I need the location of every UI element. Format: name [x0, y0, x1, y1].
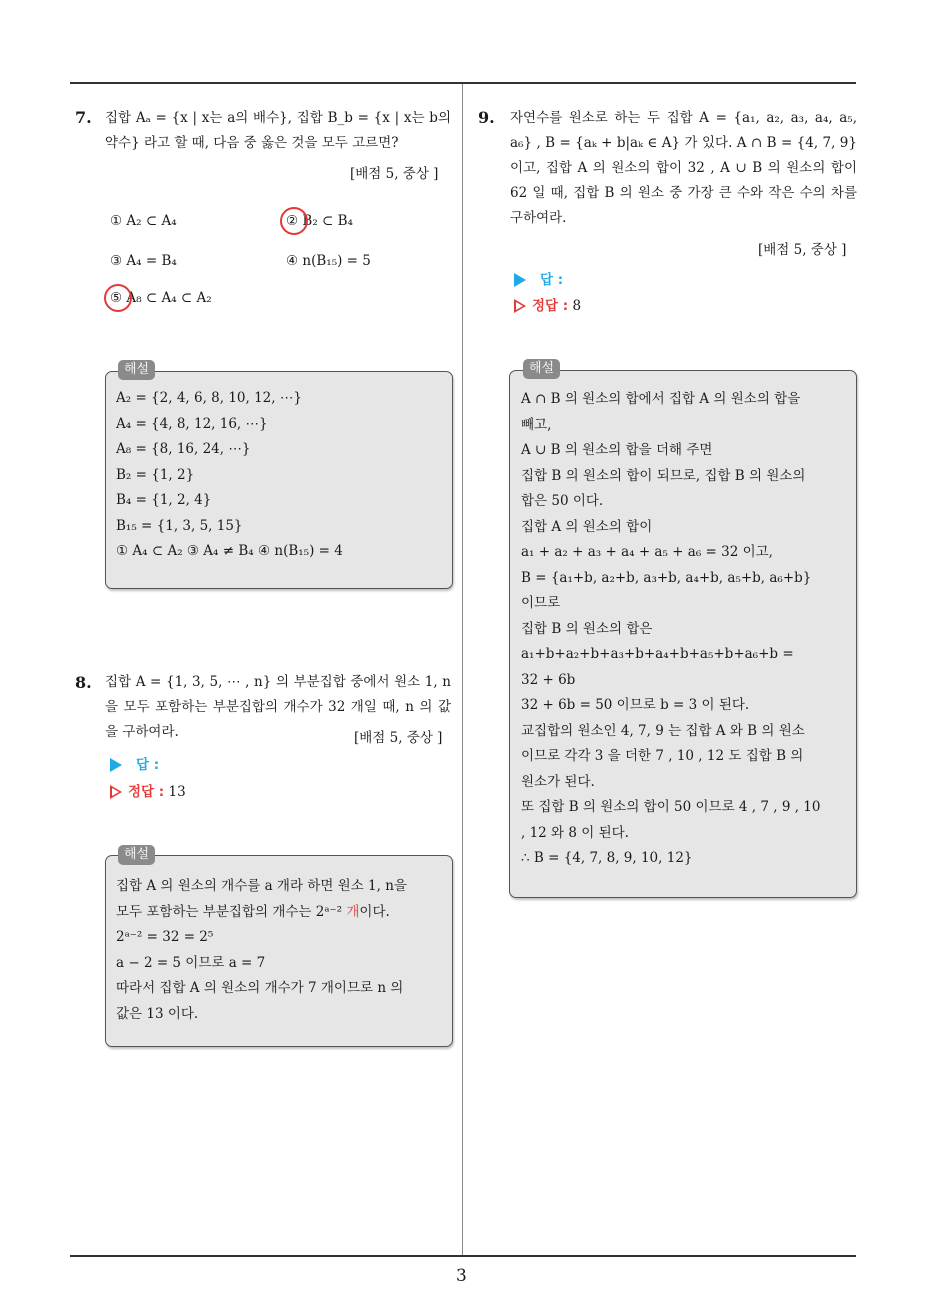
- outline-play-icon: [514, 299, 526, 313]
- q8-expl-line: 따라서 집합 A 의 원소의 개수가 7 개이므로 n 의: [116, 980, 404, 996]
- q9-expl-line: A ∪ B 의 원소의 합을 더해 주면: [521, 442, 713, 458]
- q9-expl-line: , 12 와 8 이 된다.: [521, 824, 629, 841]
- q8-explanation-tag: 해설: [118, 845, 155, 865]
- q9-correct-label: 정답 :: [532, 298, 569, 314]
- q8-answer-row: [110, 753, 159, 773]
- q9-expl-line: 집합 B 의 원소의 합은: [521, 620, 653, 637]
- q9-meta: [배점 5, 중상 ]: [758, 242, 847, 258]
- q9-explanation-tag: 해설: [523, 359, 560, 379]
- q9-expl-line: 이므로: [521, 595, 561, 611]
- q9-correct-value: 8: [572, 298, 582, 314]
- q8-correct-row: [110, 780, 186, 800]
- q8-explanation-box: [105, 855, 453, 1047]
- top-rule: [70, 82, 856, 84]
- q9-expl-line: ∴ B = {4, 7, 8, 9, 10, 12}: [521, 850, 693, 866]
- q8-correct-label: 정답 :: [128, 784, 165, 800]
- q9-expl-line: 이므로 각각 3 을 더한 7 , 10 , 12 도 집합 B 의: [521, 748, 804, 764]
- q7-expl-line: B₂ = {1, 2}: [116, 466, 195, 483]
- q9-correct-row: [514, 294, 581, 314]
- q9-expl-line: 또 집합 B 의 원소의 합이 50 이므로 4 , 7 , 9 , 10: [521, 799, 821, 815]
- q7-choice-4[interactable]: ④ n(B₁₅) = 5: [286, 253, 371, 269]
- q7-expl-line: ① A₄ ⊂ A₂ ③ A₄ ≠ B₄ ④ n(B₁₅) = 4: [116, 543, 343, 559]
- q9-answer-row: [514, 268, 563, 288]
- q8-correct-value: 13: [168, 784, 186, 800]
- play-icon: [110, 758, 122, 772]
- q9-expl-line: 32 + 6b: [521, 671, 576, 688]
- page-number: 3: [456, 1266, 467, 1286]
- q8-expl-tail: 이다.: [359, 903, 390, 920]
- q8-expl-line: [116, 900, 407, 926]
- q9-expl-line: 집합 A 의 원소의 합이: [521, 518, 653, 535]
- play-icon: [514, 273, 526, 287]
- q8-expl-line: 집합 A 의 원소의 개수를 a 개라 하면 원소 1, n을: [116, 878, 407, 894]
- q7-expl-line: A₈ = {8, 16, 24, ⋯}: [116, 441, 251, 457]
- q9-number: 9.: [478, 108, 495, 127]
- outline-play-icon: [110, 785, 122, 799]
- q9-expl-line: 원소가 된다.: [521, 773, 595, 790]
- q7-explanation-box: [105, 371, 453, 589]
- q8-answer-label: 답 :: [136, 757, 160, 773]
- q7-expl-line: B₁₅ = {1, 3, 5, 15}: [116, 517, 243, 534]
- q9-text: 자연수를 원소로 하는 두 집합 A = {a₁, a₂, a₃, a₄, a₅, a₆} , B = {aₖ + b|aₖ ∈ A} 가 있다. A ∩ B = {4, 7, 9} 이고, 집합 A 의 원소의 합이 32 , A ∪ B 의 원소의 합이 62 일 때, 집합 B 의 원소 중 가장 큰 수와 작은 수의 차를 구하여라.: [510, 110, 857, 226]
- q9-expl-line: A ∩ B 의 원소의 합에서 집합 A 의 원소의 합을: [521, 391, 801, 407]
- q8-number: 8.: [75, 673, 92, 692]
- q7-number: 7.: [75, 108, 92, 127]
- q9-expl-line: a₁ + a₂ + a₃ + a₄ + a₅ + a₆ = 32 이고,: [521, 544, 773, 560]
- bottom-rule: [70, 1255, 856, 1257]
- q7-explanation-tag: 해설: [118, 360, 155, 380]
- q8-expl-text: 모두 포함하는 부분집합의 개수는 2ᵃ⁻²: [116, 903, 347, 920]
- q8-expl-line: 값은 13 이다.: [116, 1005, 199, 1022]
- q9-explanation-box: [509, 370, 857, 898]
- q8-meta: [배점 5, 중상 ]: [354, 730, 443, 746]
- column-divider: [462, 84, 463, 1256]
- q7-choice-2[interactable]: ② B₂ ⊂ B₄: [286, 213, 353, 229]
- q7-expl-line: A₂ = {2, 4, 6, 8, 10, 12, ⋯}: [116, 390, 302, 406]
- q7-choice-5[interactable]: ⑤ A₈ ⊂ A₄ ⊂ A₂: [110, 290, 212, 306]
- q9-expl-line: B = {a₁+b, a₂+b, a₃+b, a₄+b, a₅+b, a₆+b}: [521, 569, 812, 586]
- q8-expl-red-text: 개: [346, 903, 360, 920]
- q7-choice-2-mark: [280, 207, 308, 235]
- q9-expl-line: 교집합의 원소인 4, 7, 9 는 집합 A 와 B 의 원소: [521, 722, 805, 739]
- q8-expl-line: a − 2 = 5 이므로 a = 7: [116, 954, 266, 971]
- q7-text: 집합 Aₐ = {x | x는 a의 배수}, 집합 B_b = {x | x는 b의 약수} 라고 할 때, 다음 중 옳은 것을 모두 고르면?: [105, 110, 451, 151]
- q9-expl-line: 합은 50 이다.: [521, 493, 604, 509]
- q8-text: 집합 A = {1, 3, 5, ⋯ , n} 의 부분집합 중에서 원소 1, n 을 모두 포함하는 부분집합의 개수가 32 개일 때, n 의 값을 구하여라.: [105, 674, 451, 740]
- q7-meta: [배점 5, 중상 ]: [350, 166, 439, 182]
- q9-expl-line: 빼고,: [521, 416, 552, 433]
- q9-expl-line: 집합 B 의 원소의 합이 되므로, 집합 B 의 원소의: [521, 467, 806, 484]
- q8-expl-line: 2ᵃ⁻² = 32 = 2⁵: [116, 929, 214, 945]
- q9-expl-line: a₁+b+a₂+b+a₃+b+a₄+b+a₅+b+a₆+b =: [521, 646, 794, 662]
- q7-choice-3[interactable]: ③ A₄ = B₄: [110, 253, 177, 269]
- q7-expl-line: A₄ = {4, 8, 12, 16, ⋯}: [116, 415, 268, 432]
- q7-choice-5-mark: [104, 284, 132, 312]
- q9-expl-line: 32 + 6b = 50 이므로 b = 3 이 된다.: [521, 697, 750, 713]
- q9-answer-label: 답 :: [540, 272, 564, 288]
- q7-expl-line: B₄ = {1, 2, 4}: [116, 492, 212, 508]
- q7-choice-1[interactable]: ① A₂ ⊂ A₄: [110, 213, 177, 229]
